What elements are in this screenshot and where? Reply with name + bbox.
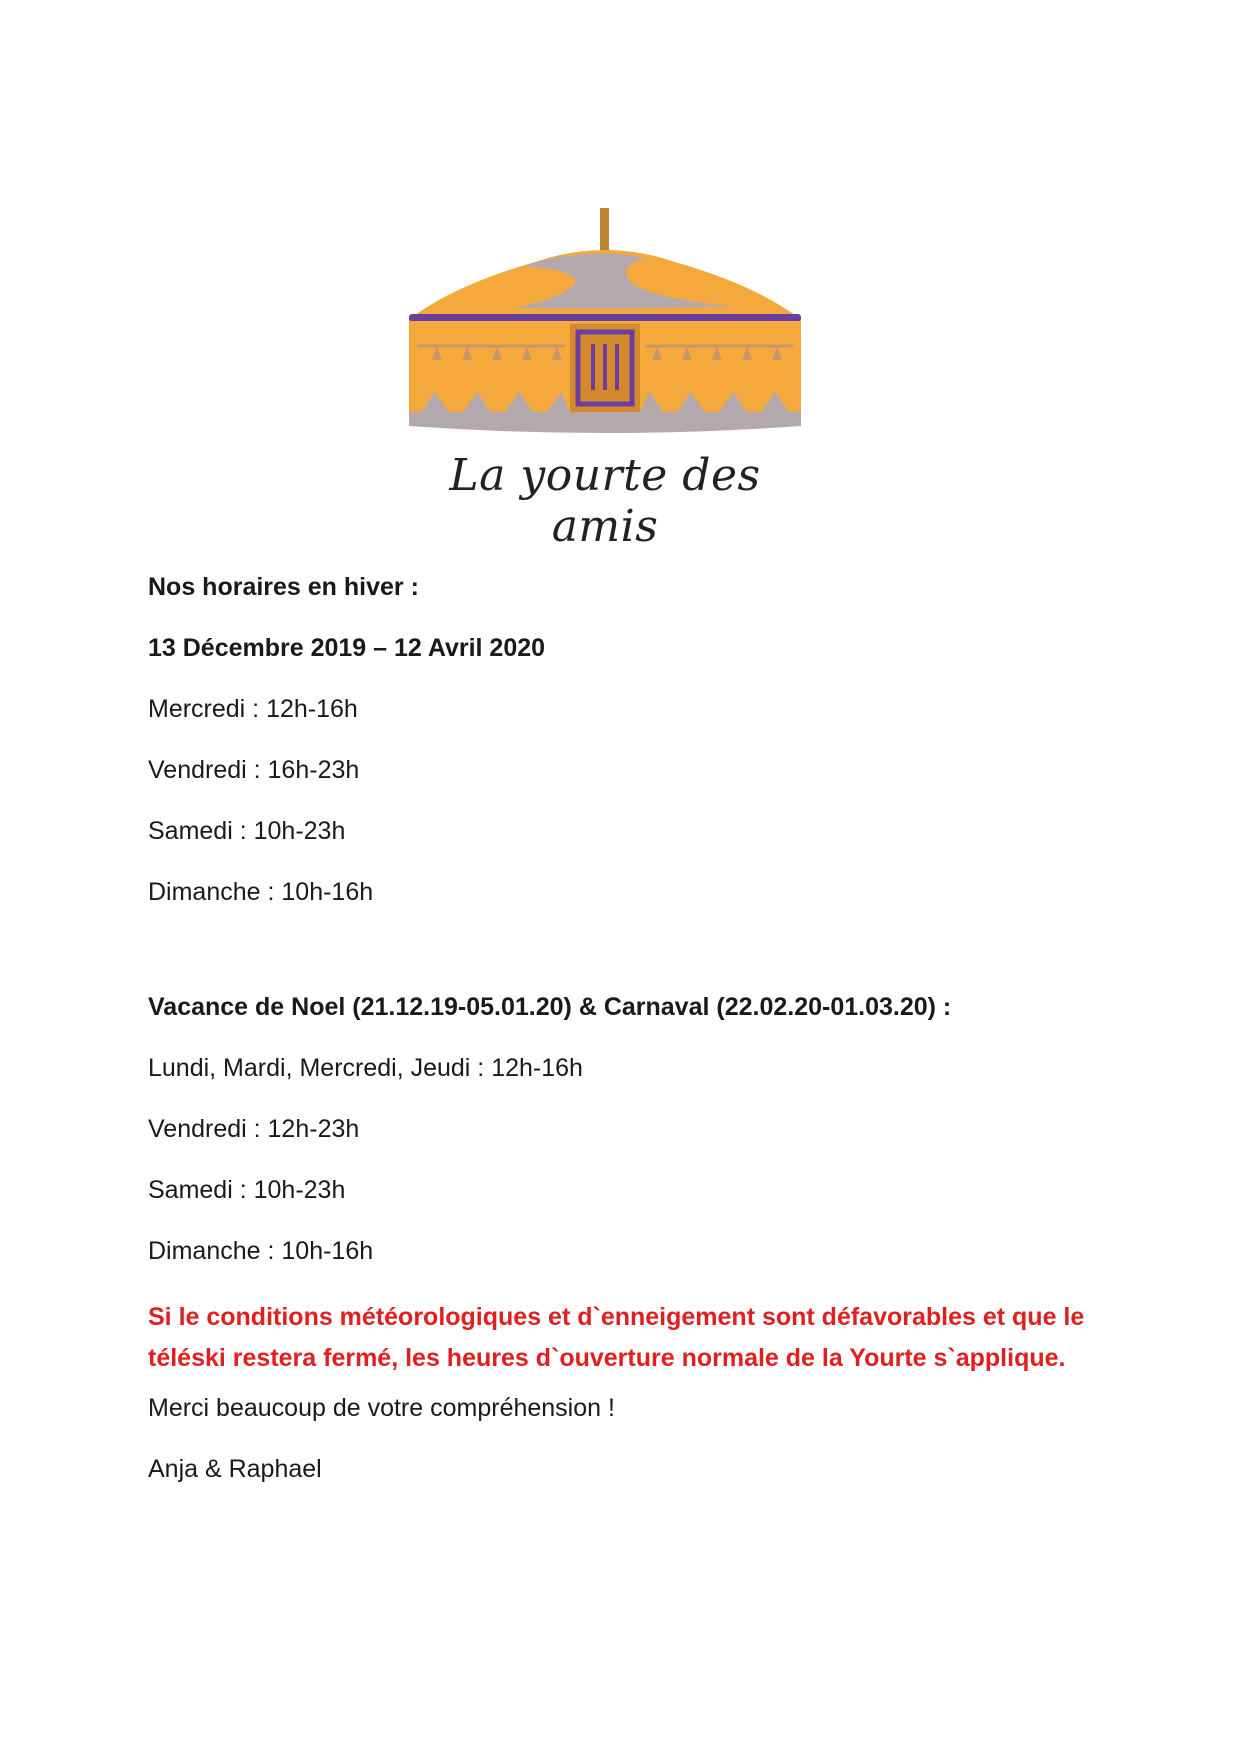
logo-text: La yourte des amis: [449, 450, 761, 552]
weather-warning: Si le conditions météorologiques et d`enneigement sont défavorables et que le téléski restera fermé, les heures d`ouverture normale de la Yourte s`applique.: [148, 1303, 1085, 1372]
schedule-hours-item: Samedi : 10h-23h: [148, 817, 346, 845]
schedule-heading: Nos horaires en hiver :: [148, 573, 419, 601]
yurt-logo: [395, 200, 815, 552]
holidays-heading: Vacance de Noel (21.12.19-05.01.20) & Carnaval (22.02.20-01.03.20) :: [148, 993, 952, 1021]
section-spacer: [148, 938, 1108, 992]
signature: Anja & Raphael: [148, 1455, 322, 1483]
thanks-text: Merci beaucoup de votre compréhension !: [148, 1394, 615, 1422]
yurt-icon: [395, 200, 815, 440]
schedule-hours-item: Dimanche : 10h-16h: [148, 878, 374, 906]
yurt-band: [409, 314, 801, 322]
holidays-hours-item: Dimanche : 10h-16h: [148, 1237, 374, 1265]
schedule-hours-item: Mercredi : 12h-16h: [148, 695, 358, 723]
holidays-hours-item: Vendredi : 12h-23h: [148, 1115, 360, 1143]
schedule-hours-item: Vendredi : 16h-23h: [148, 756, 360, 784]
holidays-hours-item: Samedi : 10h-23h: [148, 1176, 346, 1204]
schedule-period: 13 Décembre 2019 – 12 Avril 2020: [148, 634, 546, 662]
document-body: [148, 572, 1108, 1515]
holidays-hours-item: Lundi, Mardi, Mercredi, Jeudi : 12h-16h: [148, 1054, 583, 1082]
